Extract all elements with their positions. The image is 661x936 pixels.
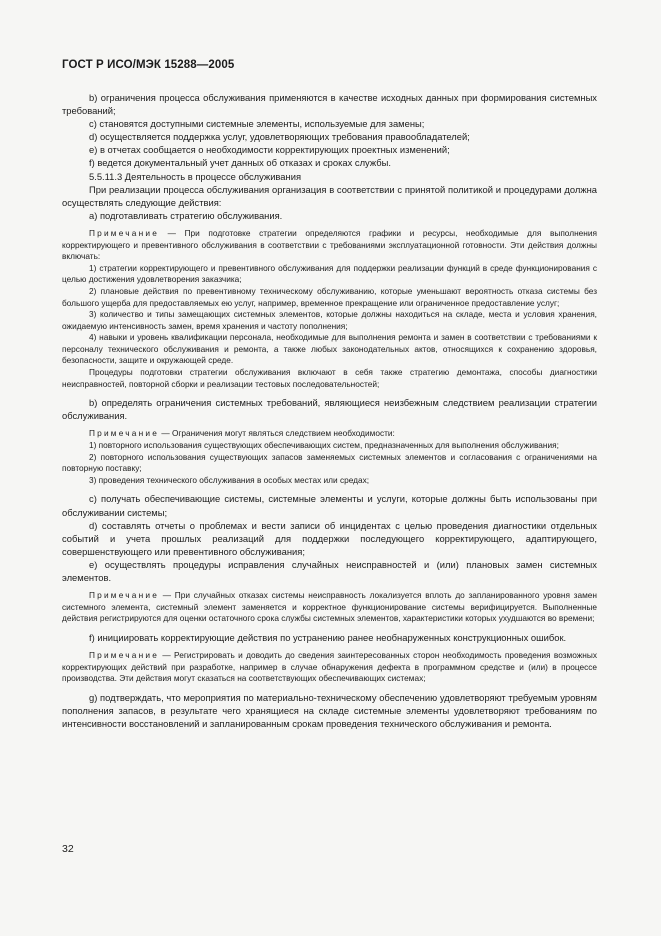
paragraph: f) ведется документальный учет данных об отказах и сроках службы. (89, 157, 391, 169)
note (62, 650, 597, 685)
note (62, 590, 597, 625)
note-label: Примечание (89, 590, 160, 601)
paragraph: a) подготавливать стратегию обслуживания. (89, 209, 283, 221)
paragraph: c) становятся доступными системные элементы, используемые для замены; (89, 118, 425, 130)
note-label: Примечание (89, 227, 160, 238)
note-text: — При случайных отказах системы неисправность локализуется вплоть до запланированного уровня замен системного элемента, системный элемент заменяется и корректное функционирование системы верифицируется. Выполненные действия регистрируются для оценки остаточного срока службы системных элементов, характеристики которых ухудшаются во времени; (62, 590, 597, 624)
paragraph: d) осуществляется поддержка услуг, удовлетворяющих требования правообладателей; (89, 131, 470, 143)
note (62, 428, 597, 440)
note (62, 228, 597, 263)
document-body (62, 91, 597, 730)
paragraph: 5.5.11.3 Деятельность в процессе обслуживания (89, 170, 302, 182)
note-paragraph: 4) навыки и уровень квалификации персонала, необходимые для выполнения ремонта и замен в соответствии с требованиями к персоналу технического обслуживания и ремонта, а также любых законодательных актов, относящихся к сохранению здоровья, безопасности, защите и окружающей среде. (62, 332, 597, 366)
paragraph: g) подтверждать, что мероприятия по материально-техническому обеспечению удовлетворяют требуемым уровням пополнения запасов, в результате чего хранящиеся на складе системные элементы удовлетворяют требованиям по интенсивности восстановлений и запланированным срокам проведения технического обслуживания и ремонта. (62, 691, 597, 729)
note-label: Примечание (89, 428, 160, 439)
note-paragraph: 2) плановые действия по превентивному техническому обслуживанию, которые уменьшают вероятность отказа системы без большого ущерба для предоставляемых ею услуг, например, временное прекращение или ограниченное предоставление услуг; (62, 285, 597, 308)
paragraph: d) составлять отчеты о проблемах и вести записи об инцидентах с целью проведения диагностики отдельных событий и учета прошлых реализаций для поддержки последующего корректирующего, адаптирующего, совершенствующего или превентивного обслуживания; (62, 519, 597, 557)
paragraph: При реализации процесса обслуживания организация в соответствии с принятой политикой и процедурами должна осуществлять следующие действия: (62, 183, 597, 208)
page-number: 32 (62, 843, 74, 855)
note-paragraph: 1) повторного использования существующих обеспечивающих систем, предназначенных для выполнения обслуживания; (89, 440, 559, 451)
paragraph: b) определять ограничения системных требований, являющиеся неизбежным следствием реализации стратегии обслуживания. (62, 397, 597, 422)
note-paragraph: 3) проведения технического обслуживания в особых местах или средах; (89, 474, 370, 485)
paragraph: c) получать обеспечивающие системы, системные элементы и услуги, которые должны быть использованы при обслуживании системы; (62, 493, 597, 518)
note-paragraph: 2) повторного использования существующих запасов заменяемых системных элементов и согласования с ограничениями на повторную поставку; (62, 451, 597, 474)
note-paragraph: 3) количество и типы замещающих системных элементов, которые должны находиться на складе, места и условия хранения, ожидаемую интенсивность замен, время хранения и частоту пополнения; (62, 309, 597, 331)
paragraph: e) в отчетах сообщается о необходимости корректирующих проектных изменений; (89, 144, 450, 156)
note-text: — Ограничения могут являться следствием необходимости: (159, 428, 395, 439)
paragraph: e) осуществлять процедуры исправления случайных неисправностей и (или) плановых замен системных элементов. (62, 558, 597, 583)
note-paragraph: 1) стратегии корректирующего и превентивного обслуживания для поддержки реализации функций в среде функционирования с целью достижения удовлетворения заказчика; (62, 262, 597, 285)
note-paragraph: Процедуры подготовки стратегии обслуживания включают в себя также стратегию демонтажа, способы диагностики неисправностей, повторной сборки и реализации тестовых последовательностей; (62, 367, 597, 389)
paragraph: f) инициировать корректирующие действия по устранению ранее необнаруженных конструкционных ошибок. (89, 631, 567, 643)
paragraph: b) ограничения процесса обслуживания применяются в качестве исходных данных при формирования системных требований; (62, 92, 597, 117)
note-text: — Регистрировать и доводить до сведения заинтересованных сторон необходимость проведения возможных корректирующих действий при разработке, например в случае обнаружения дефекта в программном средстве и (или) в процессе производства. Эти действия могут сказаться на соответствующих обеспечивающих системах; (62, 649, 597, 684)
note-text: — При подготовке стратегии определяются графики и ресурсы, необходимые для выполнения корректирующего и превентивного обслуживания в соответствии с требованиями эксплуатационной готовности. Эти действия должны включать: (62, 227, 597, 262)
note-label: Примечание (89, 649, 160, 660)
document-header: ГОСТ Р ИСО/МЭК 15288—2005 (62, 59, 235, 71)
